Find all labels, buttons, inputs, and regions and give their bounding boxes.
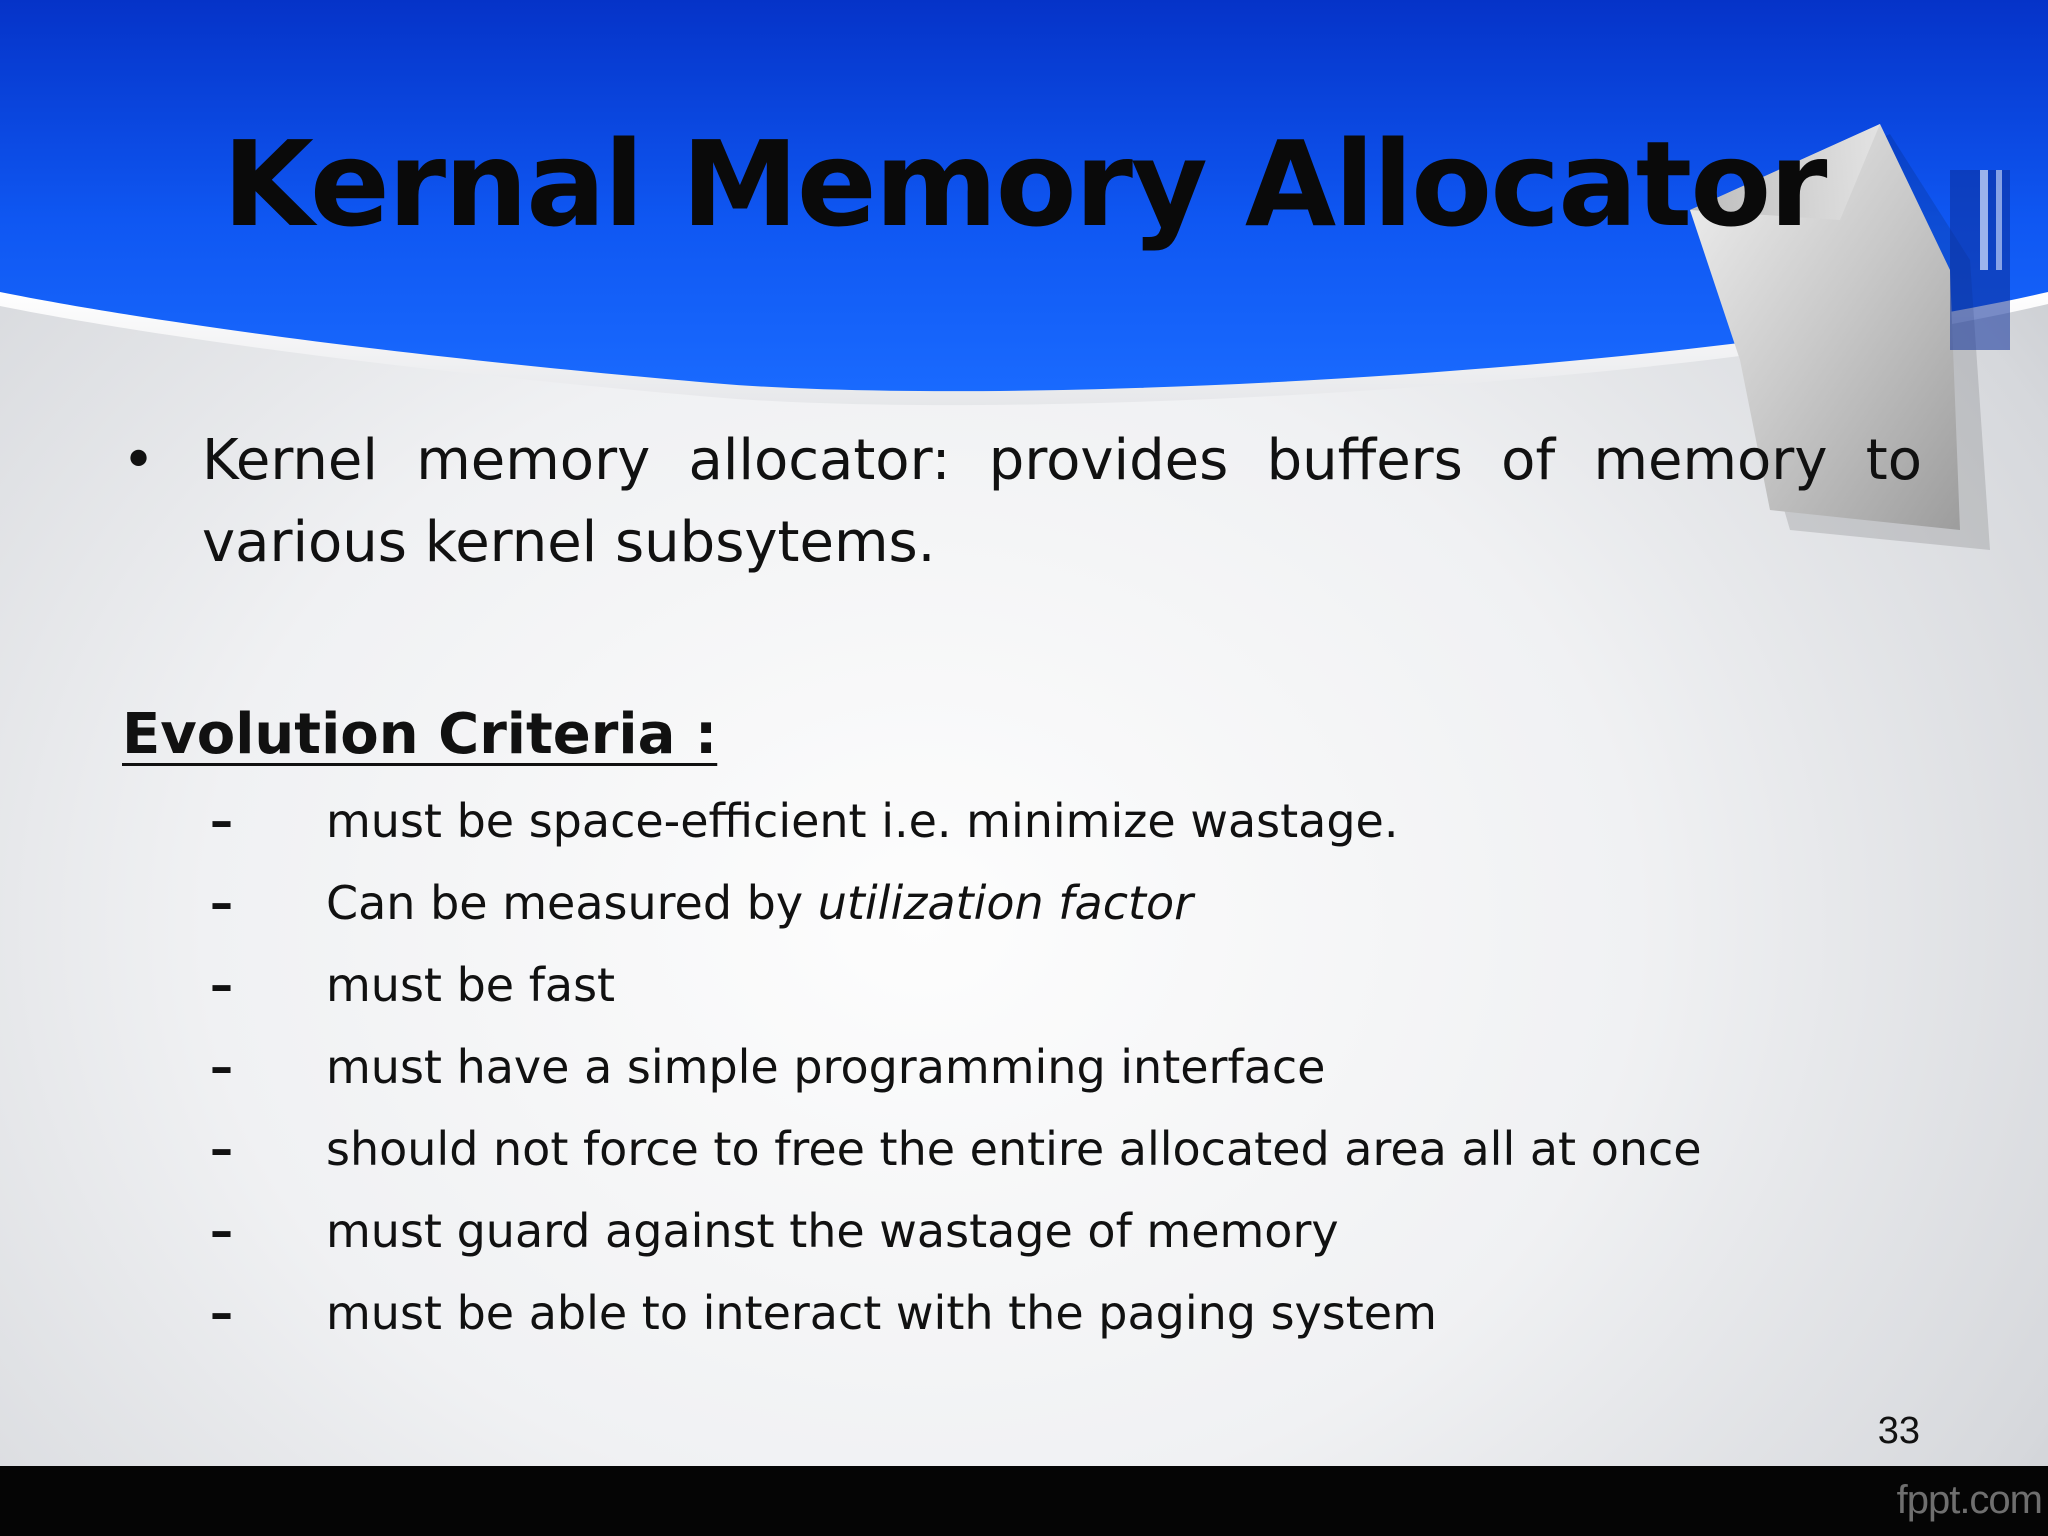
- dash-bullet: –: [210, 1122, 233, 1176]
- page-number: 33: [1877, 1410, 1920, 1452]
- criteria-heading: Evolution Criteria :: [122, 702, 718, 767]
- dash-bullet: –: [210, 1204, 233, 1258]
- dash-bullet: –: [210, 1040, 233, 1094]
- dash-bullet: –: [210, 876, 233, 930]
- criteria-item-text: Can be measured by: [326, 876, 818, 930]
- criteria-item-text: must be fast: [326, 958, 616, 1012]
- criteria-item-text: must have a simple programming interface: [326, 1040, 1326, 1094]
- intro-bullet-text: Kernel memory allocator: provides buffers of memory to various kernel subsytems.: [202, 428, 1922, 575]
- criteria-item-text-group: [326, 862, 1193, 944]
- dash-bullet: –: [210, 794, 233, 848]
- footer-bar: [0, 1466, 2048, 1536]
- bullet-dot: •: [122, 428, 156, 493]
- watermark: fppt.com: [1896, 1478, 2042, 1522]
- criteria-item-text: must be able to interact with the paging system: [326, 1286, 1437, 1340]
- criteria-item-text: must guard against the wastage of memory: [326, 1204, 1339, 1258]
- criteria-item-emphasis: utilization factor: [817, 876, 1194, 930]
- intro-bullet: [122, 420, 1922, 584]
- slide-title: Kernal Memory Allocator: [222, 115, 1826, 253]
- dash-bullet: –: [210, 958, 233, 1012]
- criteria-item-text: must be space-efficient i.e. minimize wastage.: [326, 794, 1399, 848]
- dash-bullet: –: [210, 1286, 233, 1340]
- criteria-item-text: should not force to free the entire allocated area all at once: [326, 1122, 1702, 1176]
